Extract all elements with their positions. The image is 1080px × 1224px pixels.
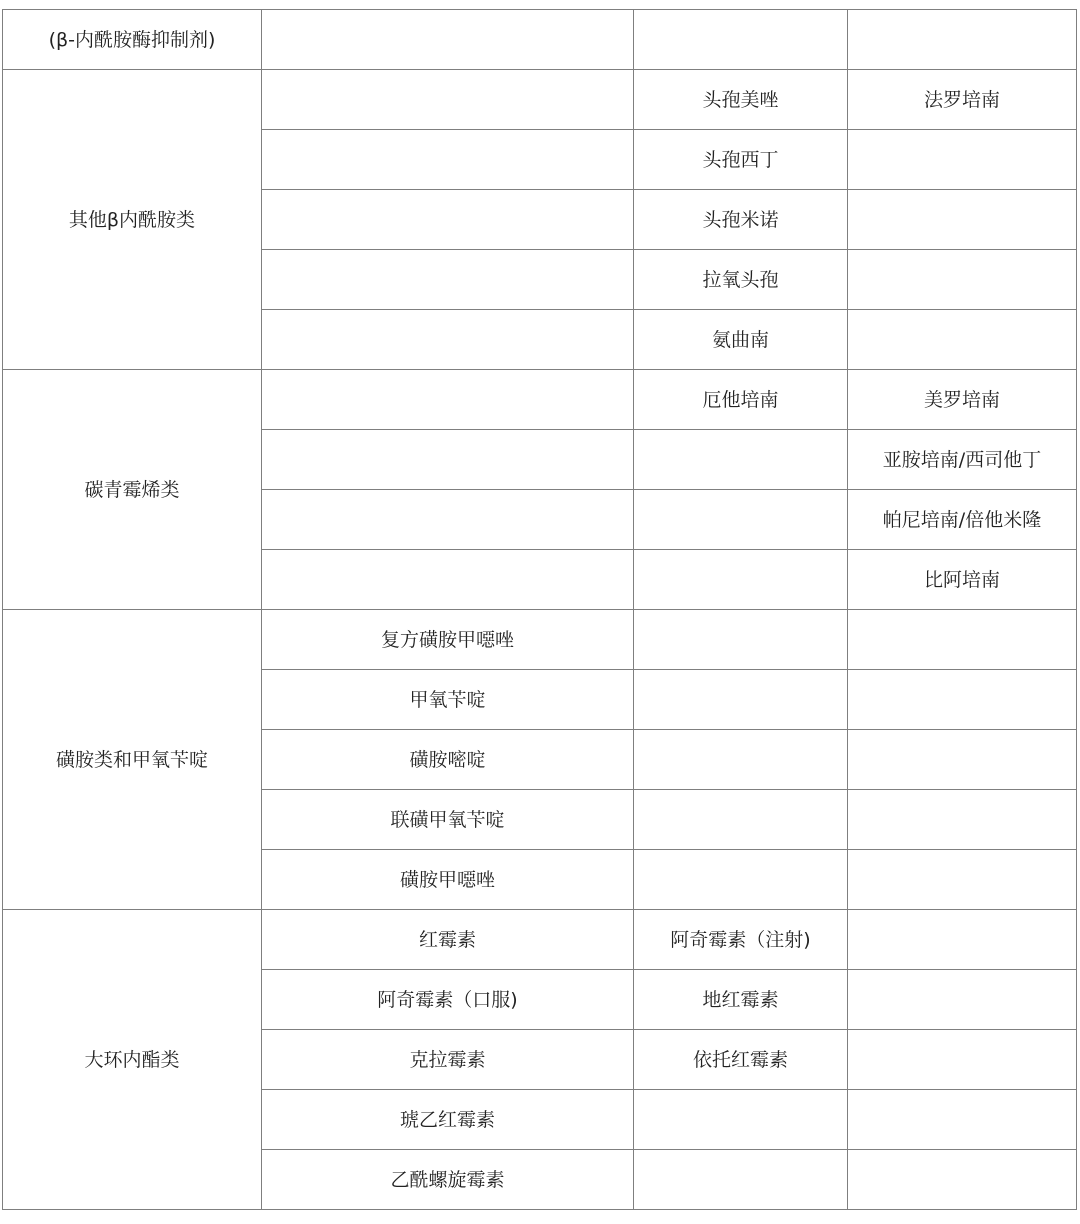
drug-cell: 拉氧头孢 — [634, 250, 848, 310]
drug-cell — [848, 10, 1077, 70]
drug-cell — [634, 730, 848, 790]
drug-cell: 头孢米诺 — [634, 190, 848, 250]
category-cell: (β-内酰胺酶抑制剂) — [3, 10, 262, 70]
category-cell: 大环内酯类 — [3, 910, 262, 1210]
drug-cell — [848, 790, 1077, 850]
drug-cell: 磺胺甲噁唑 — [262, 850, 634, 910]
drug-cell — [848, 970, 1077, 1030]
drug-cell — [634, 490, 848, 550]
drug-cell — [634, 1150, 848, 1210]
drug-cell — [848, 1150, 1077, 1210]
drug-cell: 复方磺胺甲噁唑 — [262, 610, 634, 670]
table-row — [3, 10, 1077, 70]
drug-cell — [262, 370, 634, 430]
table-row — [3, 610, 1077, 670]
drug-cell: 红霉素 — [262, 910, 634, 970]
table-body — [3, 10, 1077, 1210]
drug-cell: 乙酰螺旋霉素 — [262, 1150, 634, 1210]
drug-cell: 亚胺培南/西司他丁 — [848, 430, 1077, 490]
drug-cell: 氨曲南 — [634, 310, 848, 370]
drug-cell: 头孢美唑 — [634, 70, 848, 130]
drug-cell — [848, 850, 1077, 910]
drug-cell — [262, 250, 634, 310]
drug-cell: 厄他培南 — [634, 370, 848, 430]
drug-cell — [262, 190, 634, 250]
drug-cell: 帕尼培南/倍他米隆 — [848, 490, 1077, 550]
category-cell: 碳青霉烯类 — [3, 370, 262, 610]
table-row — [3, 370, 1077, 430]
drug-cell — [262, 70, 634, 130]
drug-cell — [848, 610, 1077, 670]
drug-cell — [848, 130, 1077, 190]
drug-cell: 磺胺嘧啶 — [262, 730, 634, 790]
drug-cell — [848, 1030, 1077, 1090]
drug-cell — [262, 550, 634, 610]
drug-cell — [262, 490, 634, 550]
drug-cell — [634, 850, 848, 910]
drug-cell — [262, 130, 634, 190]
drug-cell: 甲氧苄啶 — [262, 670, 634, 730]
drug-classification-table-container — [2, 9, 1077, 1210]
drug-cell — [848, 310, 1077, 370]
drug-cell — [262, 310, 634, 370]
drug-cell — [634, 670, 848, 730]
category-cell: 磺胺类和甲氧苄啶 — [3, 610, 262, 910]
drug-cell — [848, 730, 1077, 790]
drug-cell: 阿奇霉素（口服) — [262, 970, 634, 1030]
drug-cell — [848, 670, 1077, 730]
drug-classification-table — [2, 9, 1077, 1210]
drug-cell: 联磺甲氧苄啶 — [262, 790, 634, 850]
drug-cell: 比阿培南 — [848, 550, 1077, 610]
drug-cell — [848, 250, 1077, 310]
category-cell: 其他β内酰胺类 — [3, 70, 262, 370]
drug-cell — [634, 790, 848, 850]
drug-cell: 美罗培南 — [848, 370, 1077, 430]
drug-cell: 阿奇霉素（注射) — [634, 910, 848, 970]
drug-cell — [262, 430, 634, 490]
drug-cell: 头孢西丁 — [634, 130, 848, 190]
drug-cell — [848, 1090, 1077, 1150]
drug-cell — [634, 550, 848, 610]
drug-cell: 地红霉素 — [634, 970, 848, 1030]
drug-cell: 法罗培南 — [848, 70, 1077, 130]
table-row — [3, 910, 1077, 970]
drug-cell — [634, 610, 848, 670]
drug-cell: 克拉霉素 — [262, 1030, 634, 1090]
drug-cell — [634, 1090, 848, 1150]
drug-cell — [634, 10, 848, 70]
drug-cell: 依托红霉素 — [634, 1030, 848, 1090]
drug-cell — [848, 910, 1077, 970]
table-row — [3, 70, 1077, 130]
drug-cell — [848, 190, 1077, 250]
drug-cell — [262, 10, 634, 70]
drug-cell — [634, 430, 848, 490]
drug-cell: 琥乙红霉素 — [262, 1090, 634, 1150]
